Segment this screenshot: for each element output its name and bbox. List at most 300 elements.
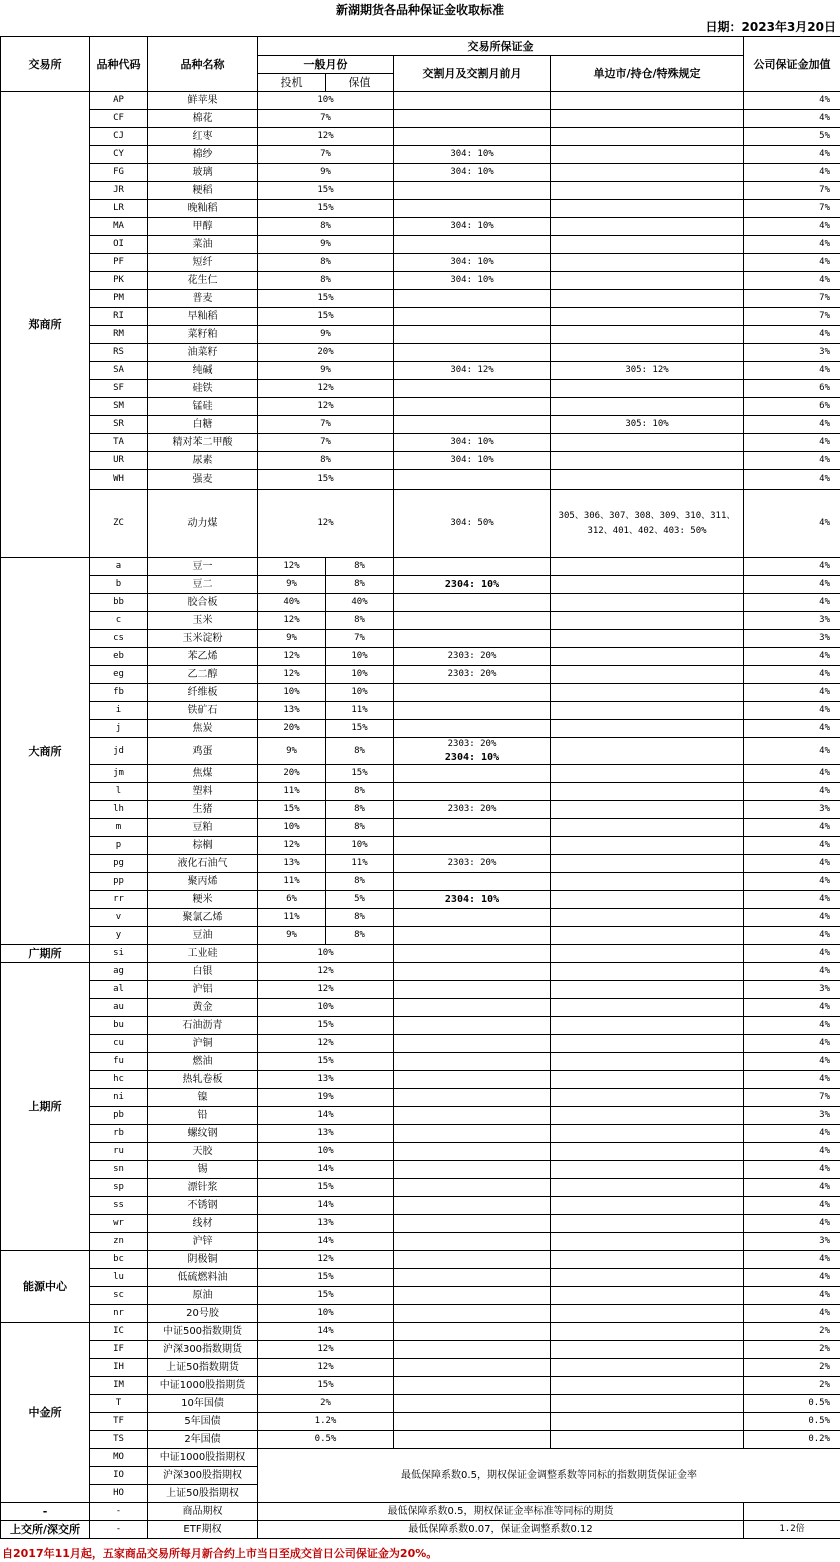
special-margin bbox=[551, 128, 744, 146]
table-row bbox=[1, 1107, 840, 1125]
company-add: 4% bbox=[744, 837, 840, 855]
table-row bbox=[1, 146, 840, 164]
spec-margin: 10% bbox=[258, 819, 326, 837]
special-margin bbox=[551, 1017, 744, 1035]
special-margin bbox=[551, 1269, 744, 1287]
delivery-margin bbox=[394, 344, 551, 362]
table-row bbox=[1, 783, 840, 801]
spec-margin: 10% bbox=[258, 1305, 394, 1323]
company-add: 7% bbox=[744, 182, 840, 200]
table-row bbox=[1, 218, 840, 236]
product-name: 商品期权 bbox=[148, 1503, 258, 1521]
delivery-margin: 304: 10% bbox=[394, 272, 551, 290]
special-margin bbox=[551, 1125, 744, 1143]
delivery-margin bbox=[394, 1035, 551, 1053]
table-row bbox=[1, 720, 840, 738]
spec-margin: 12% bbox=[258, 490, 394, 558]
special-margin bbox=[551, 855, 744, 873]
delivery-margin bbox=[394, 909, 551, 927]
special-margin bbox=[551, 1323, 744, 1341]
delivery-margin bbox=[394, 1377, 551, 1395]
options-note: 最低保障系数0.5，期权保证金调整系数等同标的指数期货保证金率 bbox=[258, 1449, 840, 1503]
company-add: 4% bbox=[744, 326, 840, 344]
delivery-margin bbox=[394, 1287, 551, 1305]
hedge-margin: 40% bbox=[326, 594, 394, 612]
hedge-margin: 8% bbox=[326, 819, 394, 837]
product-code: LR bbox=[90, 200, 148, 218]
table-row bbox=[1, 1269, 840, 1287]
spec-margin: 14% bbox=[258, 1161, 394, 1179]
company-add: 2% bbox=[744, 1359, 840, 1377]
table-row bbox=[1, 1431, 840, 1449]
delivery-margin: 304: 50% bbox=[394, 490, 551, 558]
spec-margin: 14% bbox=[258, 1323, 394, 1341]
delivery-margin bbox=[394, 1053, 551, 1071]
table-row bbox=[1, 1035, 840, 1053]
hedge-margin: 5% bbox=[326, 891, 394, 909]
company-add: 4% bbox=[744, 738, 840, 765]
delivery-margin bbox=[394, 594, 551, 612]
company-add: 6% bbox=[744, 398, 840, 416]
company-add: 4% bbox=[744, 1035, 840, 1053]
hedge-margin: 8% bbox=[326, 738, 394, 765]
product-name: 锡 bbox=[148, 1161, 258, 1179]
table-row bbox=[1, 963, 840, 981]
company-add: 4% bbox=[744, 1251, 840, 1269]
table-row bbox=[1, 981, 840, 999]
company-add: 4% bbox=[744, 110, 840, 128]
exchange-name: 郑商所 bbox=[1, 92, 90, 558]
product-name: 尿素 bbox=[148, 452, 258, 470]
table-row bbox=[1, 999, 840, 1017]
hedge-margin: 11% bbox=[326, 855, 394, 873]
company-add: 4% bbox=[744, 1161, 840, 1179]
company-add: 6% bbox=[744, 380, 840, 398]
spec-margin: 7% bbox=[258, 416, 394, 434]
delivery-margin: 2303: 20% bbox=[394, 666, 551, 684]
product-code: a bbox=[90, 558, 148, 576]
product-name: 玻璃 bbox=[148, 164, 258, 182]
product-name: ETF期权 bbox=[148, 1521, 258, 1539]
company-add: 2% bbox=[744, 1323, 840, 1341]
hedge-margin: 8% bbox=[326, 909, 394, 927]
special-margin bbox=[551, 783, 744, 801]
special-margin bbox=[551, 218, 744, 236]
table-row bbox=[1, 873, 840, 891]
product-name: 苯乙烯 bbox=[148, 648, 258, 666]
table-row bbox=[1, 576, 840, 594]
table-row bbox=[1, 666, 840, 684]
table-row bbox=[1, 470, 840, 490]
delivery-margin bbox=[394, 416, 551, 434]
product-code: TF bbox=[90, 1413, 148, 1431]
product-code: SA bbox=[90, 362, 148, 380]
delivery-margin bbox=[394, 738, 551, 765]
company-add: 4% bbox=[744, 1017, 840, 1035]
delivery-margin bbox=[394, 110, 551, 128]
exchange-name: 上期所 bbox=[1, 963, 90, 1251]
special-margin: 305、306、307、308、309、310、311、312、401、402、403: 50% bbox=[551, 490, 744, 558]
spec-margin: 14% bbox=[258, 1107, 394, 1125]
hedge-margin: 8% bbox=[326, 801, 394, 819]
product-name: 沪铝 bbox=[148, 981, 258, 999]
product-code: CJ bbox=[90, 128, 148, 146]
delivery-margin bbox=[394, 765, 551, 783]
special-margin bbox=[551, 1395, 744, 1413]
product-name: 锰硅 bbox=[148, 398, 258, 416]
product-name: 10年国债 bbox=[148, 1395, 258, 1413]
special-margin: 305: 12% bbox=[551, 362, 744, 380]
company-add: 4% bbox=[744, 999, 840, 1017]
table-row bbox=[1, 344, 840, 362]
product-name: 石油沥青 bbox=[148, 1017, 258, 1035]
special-margin bbox=[551, 1161, 744, 1179]
company-add: 7% bbox=[744, 200, 840, 218]
delivery-margin bbox=[394, 1089, 551, 1107]
product-name: 沪深300指数期货 bbox=[148, 1341, 258, 1359]
special-margin bbox=[551, 1377, 744, 1395]
spec-margin: 12% bbox=[258, 398, 394, 416]
product-code: bc bbox=[90, 1251, 148, 1269]
special-margin bbox=[551, 666, 744, 684]
special-margin: 305: 10% bbox=[551, 416, 744, 434]
table-row bbox=[1, 110, 840, 128]
delivery-margin bbox=[394, 1431, 551, 1449]
spec-margin: 2% bbox=[258, 1395, 394, 1413]
product-code: MA bbox=[90, 218, 148, 236]
delivery-margin bbox=[394, 1143, 551, 1161]
spec-margin: 9% bbox=[258, 362, 394, 380]
delivery-margin bbox=[394, 1359, 551, 1377]
product-name: 胶合板 bbox=[148, 594, 258, 612]
delivery-margin bbox=[394, 873, 551, 891]
delivery-margin bbox=[394, 398, 551, 416]
product-name: 工业硅 bbox=[148, 945, 258, 963]
product-code: jm bbox=[90, 765, 148, 783]
special-margin bbox=[551, 720, 744, 738]
special-margin bbox=[551, 182, 744, 200]
table-row bbox=[1, 236, 840, 254]
table-row bbox=[1, 308, 840, 326]
hedge-margin: 8% bbox=[326, 873, 394, 891]
product-name: 中证1000股指期货 bbox=[148, 1377, 258, 1395]
product-name: 沪锌 bbox=[148, 1233, 258, 1251]
product-code: v bbox=[90, 909, 148, 927]
special-margin bbox=[551, 927, 744, 945]
product-code: IH bbox=[90, 1359, 148, 1377]
table-row bbox=[1, 684, 840, 702]
table-row bbox=[1, 362, 840, 380]
table-row bbox=[1, 1305, 840, 1323]
special-margin bbox=[551, 891, 744, 909]
spec-margin: 8% bbox=[258, 452, 394, 470]
exchange-name: 大商所 bbox=[1, 558, 90, 945]
hedge-margin: 11% bbox=[326, 702, 394, 720]
table-row bbox=[1, 1017, 840, 1035]
product-code: IF bbox=[90, 1341, 148, 1359]
company-add: 3% bbox=[744, 801, 840, 819]
table-row bbox=[1, 927, 840, 945]
company-add: 3% bbox=[744, 981, 840, 999]
spec-margin: 15% bbox=[258, 1017, 394, 1035]
company-add: 4% bbox=[744, 218, 840, 236]
special-margin bbox=[551, 1053, 744, 1071]
product-name: 生猪 bbox=[148, 801, 258, 819]
delivery-margin bbox=[394, 981, 551, 999]
table-row bbox=[1, 398, 840, 416]
special-margin bbox=[551, 873, 744, 891]
header-spec: 投机 bbox=[258, 74, 326, 92]
spec-margin: 12% bbox=[258, 1035, 394, 1053]
product-code: lh bbox=[90, 801, 148, 819]
product-code: sp bbox=[90, 1179, 148, 1197]
exchange-name: - bbox=[1, 1503, 90, 1521]
spec-margin: 12% bbox=[258, 380, 394, 398]
table-row bbox=[1, 909, 840, 927]
spec-margin: 15% bbox=[258, 1269, 394, 1287]
special-margin bbox=[551, 164, 744, 182]
footer-note: 自2017年11月起，五家商品交易所每月新合约上市当日至成交首日公司保证金为20%。 bbox=[2, 1547, 438, 1560]
table-row bbox=[1, 1233, 840, 1251]
table-row bbox=[1, 1359, 840, 1377]
product-code: fu bbox=[90, 1053, 148, 1071]
product-code: SM bbox=[90, 398, 148, 416]
table-row bbox=[1, 182, 840, 200]
product-code: WH bbox=[90, 470, 148, 490]
delivery-margin bbox=[394, 92, 551, 110]
product-name: 油菜籽 bbox=[148, 344, 258, 362]
spec-margin: 15% bbox=[258, 1377, 394, 1395]
spec-margin: 20% bbox=[258, 720, 326, 738]
delivery-margin bbox=[394, 1233, 551, 1251]
delivery-margin: 2304: 10% bbox=[394, 891, 551, 909]
product-name: 动力煤 bbox=[148, 490, 258, 558]
special-margin bbox=[551, 999, 744, 1017]
spec-margin: 15% bbox=[258, 1053, 394, 1071]
product-code: RS bbox=[90, 344, 148, 362]
company-add: 4% bbox=[744, 490, 840, 558]
special-margin bbox=[551, 837, 744, 855]
company-add: 4% bbox=[744, 1287, 840, 1305]
product-code: hc bbox=[90, 1071, 148, 1089]
product-code: OI bbox=[90, 236, 148, 254]
delivery-margin: 2304: 10% bbox=[394, 576, 551, 594]
special-margin bbox=[551, 738, 744, 765]
delivery-margin: 2303: 20% bbox=[394, 855, 551, 873]
spec-margin: 9% bbox=[258, 576, 326, 594]
spec-margin: 13% bbox=[258, 855, 326, 873]
exchange-name: 中金所 bbox=[1, 1323, 90, 1503]
delivery-margin bbox=[394, 1305, 551, 1323]
spec-margin: 15% bbox=[258, 290, 394, 308]
product-code: RM bbox=[90, 326, 148, 344]
table-row bbox=[1, 434, 840, 452]
company-add: 3% bbox=[744, 344, 840, 362]
product-name: 线材 bbox=[148, 1215, 258, 1233]
spec-margin: 15% bbox=[258, 470, 394, 490]
hedge-margin: 7% bbox=[326, 630, 394, 648]
header-general-month: 一般月份 bbox=[258, 56, 394, 74]
table-row bbox=[1, 1449, 840, 1467]
product-name: 粳稻 bbox=[148, 182, 258, 200]
product-code: pg bbox=[90, 855, 148, 873]
product-code: ss bbox=[90, 1197, 148, 1215]
table-row bbox=[1, 1395, 840, 1413]
hedge-margin: 10% bbox=[326, 666, 394, 684]
table-row bbox=[1, 945, 840, 963]
special-margin bbox=[551, 684, 744, 702]
special-margin bbox=[551, 1305, 744, 1323]
company-add: 4% bbox=[744, 1269, 840, 1287]
hedge-margin: 8% bbox=[326, 558, 394, 576]
special-margin bbox=[551, 380, 744, 398]
table-row bbox=[1, 1341, 840, 1359]
special-margin bbox=[551, 909, 744, 927]
table-row bbox=[1, 452, 840, 470]
special-margin bbox=[551, 1179, 744, 1197]
table-row bbox=[1, 819, 840, 837]
spec-margin: 10% bbox=[258, 1143, 394, 1161]
product-name: 菜籽粕 bbox=[148, 326, 258, 344]
company-add: 4% bbox=[744, 648, 840, 666]
product-code: CY bbox=[90, 146, 148, 164]
company-add: 4% bbox=[744, 684, 840, 702]
spec-margin: 20% bbox=[258, 765, 326, 783]
product-name: 鸡蛋 bbox=[148, 738, 258, 765]
special-margin bbox=[551, 308, 744, 326]
header-delivery: 交割月及交割月前月 bbox=[394, 56, 551, 92]
table-row bbox=[1, 1161, 840, 1179]
spec-margin: 9% bbox=[258, 326, 394, 344]
special-margin bbox=[551, 1215, 744, 1233]
spec-margin: 11% bbox=[258, 783, 326, 801]
spec-margin: 9% bbox=[258, 738, 326, 765]
table-row bbox=[1, 290, 840, 308]
special-margin bbox=[551, 452, 744, 470]
product-name: 天胶 bbox=[148, 1143, 258, 1161]
product-code: j bbox=[90, 720, 148, 738]
table-row bbox=[1, 1377, 840, 1395]
product-code: rr bbox=[90, 891, 148, 909]
product-code: PK bbox=[90, 272, 148, 290]
delivery-margin bbox=[394, 236, 551, 254]
company-add: 5% bbox=[744, 128, 840, 146]
special-margin bbox=[551, 1413, 744, 1431]
product-code: PF bbox=[90, 254, 148, 272]
spec-margin: 13% bbox=[258, 1215, 394, 1233]
spec-margin: 9% bbox=[258, 164, 394, 182]
delivery-margin bbox=[394, 684, 551, 702]
product-name: 沪铜 bbox=[148, 1035, 258, 1053]
company-add: 4% bbox=[744, 1125, 840, 1143]
product-code: au bbox=[90, 999, 148, 1017]
hedge-margin: 10% bbox=[326, 648, 394, 666]
table-row bbox=[1, 1089, 840, 1107]
company-add: 4% bbox=[744, 702, 840, 720]
spec-margin: 13% bbox=[258, 702, 326, 720]
product-name: 铁矿石 bbox=[148, 702, 258, 720]
delivery-margin bbox=[394, 612, 551, 630]
product-code: y bbox=[90, 927, 148, 945]
table-row bbox=[1, 648, 840, 666]
hedge-margin: 8% bbox=[326, 612, 394, 630]
special-margin bbox=[551, 470, 744, 490]
product-code: l bbox=[90, 783, 148, 801]
product-name: 黄金 bbox=[148, 999, 258, 1017]
product-name: 液化石油气 bbox=[148, 855, 258, 873]
spec-margin: 14% bbox=[258, 1233, 394, 1251]
product-code: FG bbox=[90, 164, 148, 182]
product-name: 豆一 bbox=[148, 558, 258, 576]
spec-margin: 0.5% bbox=[258, 1431, 394, 1449]
company-add: 4% bbox=[744, 1071, 840, 1089]
spec-margin: 10% bbox=[258, 999, 394, 1017]
spec-margin: 9% bbox=[258, 927, 326, 945]
product-name: 不锈钢 bbox=[148, 1197, 258, 1215]
delivery-margin bbox=[394, 819, 551, 837]
delivery-margin bbox=[394, 999, 551, 1017]
spec-margin: 6% bbox=[258, 891, 326, 909]
header-code: 品种代码 bbox=[90, 37, 148, 92]
product-name: 短纤 bbox=[148, 254, 258, 272]
company-add: 4% bbox=[744, 873, 840, 891]
company-add: 7% bbox=[744, 308, 840, 326]
table-row bbox=[1, 200, 840, 218]
product-code: CF bbox=[90, 110, 148, 128]
hedge-margin: 15% bbox=[326, 720, 394, 738]
delivery-margin bbox=[394, 1395, 551, 1413]
delivery-margin: 304: 10% bbox=[394, 254, 551, 272]
product-code: ni bbox=[90, 1089, 148, 1107]
company-add: 4% bbox=[744, 945, 840, 963]
product-code: IC bbox=[90, 1323, 148, 1341]
spec-margin: 12% bbox=[258, 612, 326, 630]
product-name: 阴极铜 bbox=[148, 1251, 258, 1269]
delivery-margin bbox=[394, 1071, 551, 1089]
special-margin bbox=[551, 326, 744, 344]
company-add: 4% bbox=[744, 362, 840, 380]
product-name: 菜油 bbox=[148, 236, 258, 254]
delivery-margin bbox=[394, 1251, 551, 1269]
spec-margin: 12% bbox=[258, 963, 394, 981]
product-name: 聚氯乙烯 bbox=[148, 909, 258, 927]
table-row bbox=[1, 702, 840, 720]
product-code: c bbox=[90, 612, 148, 630]
table-row bbox=[1, 855, 840, 873]
company-add: 3% bbox=[744, 1107, 840, 1125]
special-margin bbox=[551, 963, 744, 981]
table-row bbox=[1, 1251, 840, 1269]
special-margin bbox=[551, 612, 744, 630]
company-add: 4% bbox=[744, 855, 840, 873]
table-row bbox=[1, 92, 840, 110]
spec-margin: 12% bbox=[258, 1359, 394, 1377]
hedge-margin: 8% bbox=[326, 576, 394, 594]
special-margin bbox=[551, 398, 744, 416]
company-add: 4% bbox=[744, 1215, 840, 1233]
special-margin bbox=[551, 110, 744, 128]
company-add: 4% bbox=[744, 92, 840, 110]
company-add: 2% bbox=[744, 1341, 840, 1359]
company-add: 4% bbox=[744, 783, 840, 801]
company-add: 4% bbox=[744, 434, 840, 452]
page-title: 新湖期货各品种保证金收取标准 bbox=[335, 3, 504, 17]
company-add: 4% bbox=[744, 470, 840, 490]
product-code: sc bbox=[90, 1287, 148, 1305]
product-code: bb bbox=[90, 594, 148, 612]
product-name: 普麦 bbox=[148, 290, 258, 308]
special-margin bbox=[551, 1341, 744, 1359]
